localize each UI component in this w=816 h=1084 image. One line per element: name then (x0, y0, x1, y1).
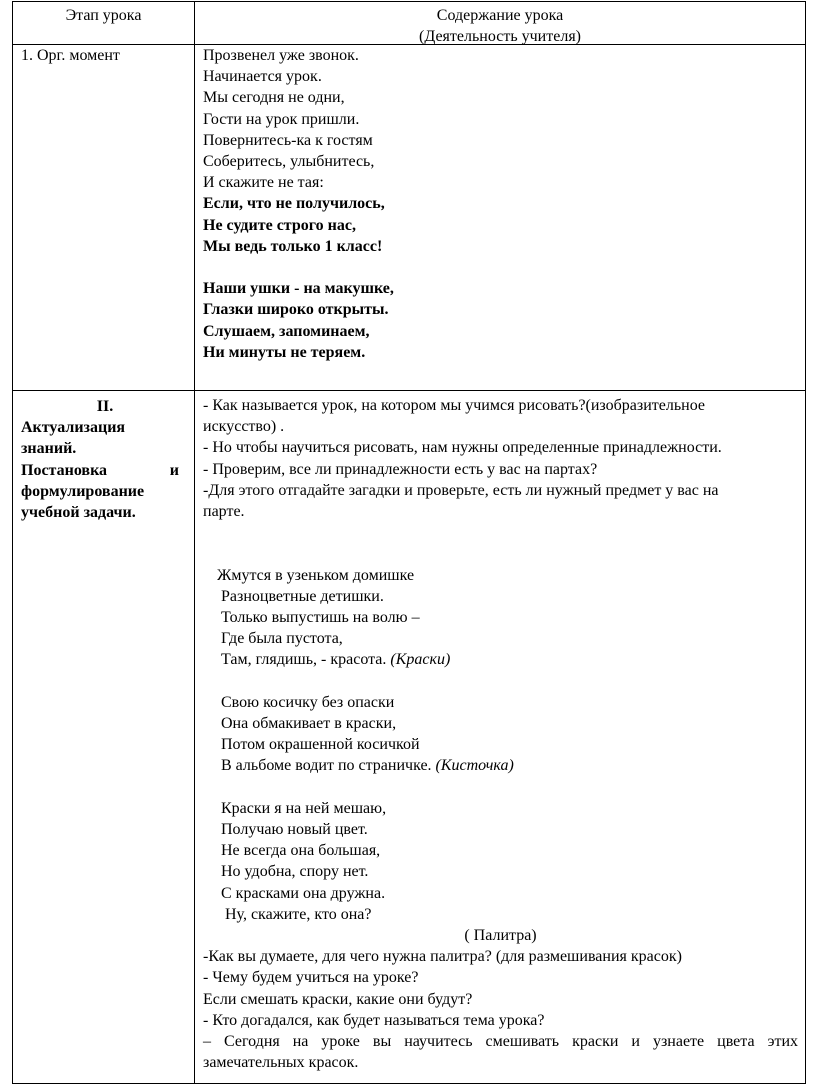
stage-line: учебной задачи. (21, 504, 136, 522)
bold-line: Наши ушки - на макушке, (203, 280, 394, 298)
riddle-line: Только выпустишь на волю – (221, 609, 420, 627)
header-content-title: Содержание урока (436, 7, 564, 24)
header-content-subtitle: (Деятельность учителя) (419, 28, 581, 46)
bold-line: Ни минуты не теряем. (203, 343, 366, 361)
riddle-line: С красками она дружна. (221, 884, 386, 902)
riddle-line: Ну, скажите, кто она? (225, 905, 372, 923)
text-line: парте. (203, 503, 245, 521)
header-content (195, 5, 805, 47)
text-line: Если смешать краски, какие они будут? (203, 990, 473, 1008)
text-line: - Чему будем учиться на уроке? (203, 969, 419, 987)
row2-content (203, 395, 798, 1073)
text-line: – Сегодня на уроке вы научитесь смешивать краски и узнаете цвета этих (203, 1033, 798, 1051)
riddle-line: Где была пустота, (221, 630, 343, 648)
header-stage: Этап урока (65, 7, 142, 24)
riddle-line: Не всегда она большая, (221, 842, 381, 860)
riddle-line: Но удобна, спору нет. (221, 863, 369, 881)
stage-word: и (169, 461, 179, 479)
riddle-answer: (Краски) (390, 651, 451, 669)
text-line: Мы сегодня не одни, (203, 89, 345, 107)
riddle-line: Разноцветные детишки. (221, 587, 384, 605)
text-line: - Кто догадался, как будет называться тема урока? (203, 1011, 545, 1029)
text-line: Повернитесь-ка к гостям (203, 131, 373, 149)
stage-line: Актуализация (21, 419, 126, 437)
text-line: Прозвенел уже звонок. (203, 47, 359, 64)
riddle-line: Она обмакивает в краски, (221, 715, 397, 733)
stage-line: знаний. (21, 440, 77, 458)
riddle-text: В альбоме водит по страничке. (221, 757, 432, 775)
riddle-answer: ( Палитра) (464, 927, 537, 945)
stage-number: II. (96, 398, 114, 415)
text-line: Гости на урок пришли. (203, 110, 360, 128)
text-line: - Как называется урок, на котором мы учимся рисовать?(изобразительное (203, 397, 706, 414)
stage-line (21, 460, 179, 481)
riddle-answer: (Кисточка) (435, 757, 514, 775)
text-line: Соберитесь, улыбнитесь, (203, 153, 375, 171)
lesson-plan-table (12, 1, 806, 1084)
column-divider (194, 2, 195, 1083)
bold-line: Если, что не получилось, (203, 195, 385, 213)
bold-line: Не судите строго нас, (203, 216, 356, 234)
riddle-text: Там, глядишь, - красота. (221, 651, 387, 669)
text-line: -Для этого отгадайте загадки и проверьте, есть ли нужный предмет у вас на (203, 481, 719, 499)
text-line: замечательных красок. (203, 1054, 359, 1072)
bold-line: Слушаем, запоминаем, (203, 322, 370, 340)
riddle-line: Жмутся в узеньком домишке (217, 566, 415, 584)
row1-content (203, 45, 798, 363)
bold-line: Мы ведь только 1 класс! (203, 237, 383, 255)
riddle-line: Получаю новый цвет. (221, 821, 368, 839)
stage-line: формулирование (21, 482, 145, 500)
row-divider (13, 390, 805, 391)
riddle-line (203, 649, 798, 670)
row2-stage (21, 396, 179, 523)
text-line: - Проверим, все ли принадлежности есть у вас на партах? (203, 460, 598, 478)
row1-stage: 1. Орг. момент (21, 47, 120, 64)
stage-word: Постановка (21, 461, 108, 479)
riddle-line: Краски я на ней мешаю, (221, 799, 387, 817)
text-line: -Как вы думаете, для чего нужна палитра? (для размешивания красок) (203, 948, 682, 966)
riddle-line (203, 755, 798, 776)
bold-line: Глазки широко открыты. (203, 301, 389, 319)
riddle-line: Потом окрашенной косичкой (221, 736, 420, 754)
text-line: Начинается урок. (203, 68, 322, 86)
text-line: - Но чтобы научиться рисовать, нам нужны определенные принадлежности. (203, 439, 722, 457)
riddle-line: Свою косичку без опаски (221, 693, 395, 711)
text-line: И скажите не тая: (203, 174, 324, 192)
text-line: искусство) . (203, 418, 285, 436)
